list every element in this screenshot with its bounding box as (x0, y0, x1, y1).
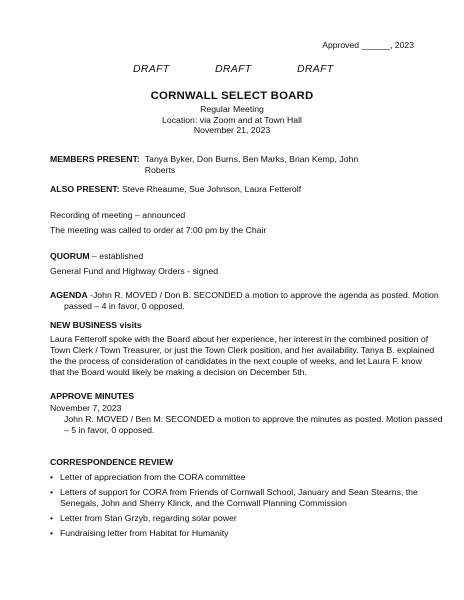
agenda (50, 290, 449, 312)
quorum (50, 251, 435, 262)
general-fund: General Fund and Highway Orders - signed (50, 266, 219, 276)
approve-minutes-date: November 7, 2023 (50, 403, 122, 413)
call-to-order: The meeting was called to order at 7:00 pm by the Chair (50, 225, 267, 235)
quorum-value: – established (89, 251, 144, 261)
agenda-text: -John R. MOVED / Don B. SECONDED a motion to approve the agenda as posted. Motion passed – 4 in favor, 0 opposed. (64, 290, 439, 311)
approved-line: Approved ______, 2023 (322, 40, 414, 50)
members-present (50, 154, 435, 176)
new-business-text: Laura Fetterolf spoke with the Board about her experience, her interest in the combined position of Town Clerk / Town Treasurer, or just the Town Clerk position, and her availability. Tanya B. explained the the process of consideration of candidates in the next couple of weeks, and let Laura F. know that the Board would likely be making a decision on December 5th. (50, 334, 435, 377)
also-present-label: ALSO PRESENT: (50, 184, 120, 194)
meeting-type: Regular Meeting (200, 104, 264, 114)
recording-note: Recording of meeting – announced (50, 210, 186, 220)
list-item: • Letter from Stan Grzyb, regarding solar power (50, 513, 435, 524)
document-header (0, 90, 464, 136)
approve-minutes-text: John R. MOVED / Ben M. SECONDED a motion to approve the minutes as posted. Motion passed – 5 in favor, 0 opposed. (64, 414, 443, 435)
also-present (50, 184, 435, 195)
agenda-label: AGENDA (50, 290, 88, 300)
list-item: • Fundraising letter from Habitat for Humanity (50, 528, 435, 539)
approve-minutes-heading: APPROVE MINUTES (50, 391, 134, 401)
members-present-label: MEMBERS PRESENT: (50, 154, 140, 164)
members-present-value: Tanya Byker, Don Burns, Ben Marks, Brian Kemp, John Roberts (144, 154, 359, 175)
quorum-label: QUORUM (50, 251, 90, 261)
list-item: • Letters of support for CORA from Friends of Cornwall School, January and Sean Stearns, the Senegals, John and Sherry Klinck, and the Cornwall Planning Commission (50, 487, 435, 509)
draft-label: DRAFT (297, 63, 334, 75)
correspondence-list (50, 472, 435, 543)
draft-label: DRAFT (133, 63, 170, 75)
new-business-heading: NEW BUSINESS visits (50, 320, 142, 330)
meeting-location: Location: via Zoom and at Town Hall (162, 114, 302, 125)
also-present-value: Steve Rheaume, Sue Johnson, Laura Fetterolf (121, 184, 302, 194)
meeting-date: November 21, 2023 (193, 125, 271, 136)
correspondence-heading: CORRESPONDENCE REVIEW (50, 457, 174, 467)
draft-label: DRAFT (215, 63, 252, 75)
draft-watermarks (0, 63, 464, 77)
document-title: CORNWALL SELECT BOARD (150, 90, 314, 102)
list-item: • Letter of appreciation from the CORA committee (50, 472, 435, 483)
